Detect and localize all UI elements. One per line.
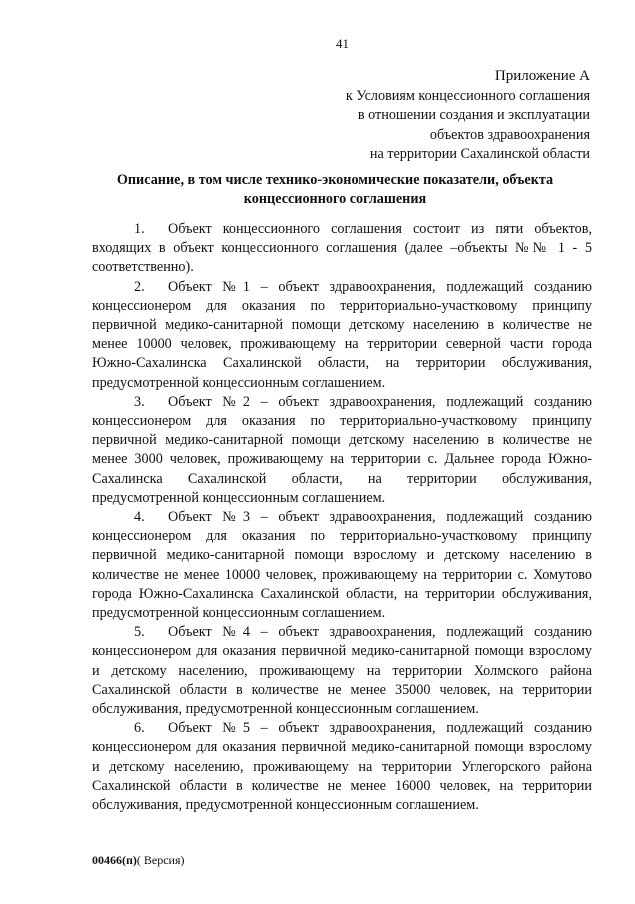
appendix-line: в отношении создания и эксплуатации — [357, 107, 590, 123]
appendix-line: к Условиям концессионного соглашения — [345, 87, 590, 104]
paragraph-number: 5. — [134, 624, 145, 641]
numbered-paragraph — [92, 623, 592, 719]
paragraph-text: Объект №5 – объект здравоохранения, подлежащий созданию концессионером для оказания первичной медико-санитарной помощи взрослому и детскому населению, проживающему на территории Углегорского района Сахалинской области в количестве не менее 16000 человек, на территории обслуживания, предусмотренной концессионным соглашением. — [92, 720, 592, 814]
numbered-paragraph — [92, 393, 592, 508]
paragraph-number: 6. — [134, 720, 145, 737]
numbered-paragraph — [92, 278, 592, 393]
paragraph-text: Объект №1 – объект здравоохранения, подлежащий созданию концессионером для оказания по территориально-участковому принципу первичной медико-санитарной помощи детскому населению в количестве не менее 10000 человек, проживающему на территории северной части города Южно-Сахалинска Сахалинской области, на территории обслуживания, предусмотренной концессионным соглашением. — [92, 278, 592, 391]
paragraph-text: Объект №3 – объект здравоохранения, подлежащий созданию концессионером для оказания по территориально-участковому принципу первичной медико-санитарной помощи взрослому и детскому населению в количестве не менее 10000 человек, проживающему на территории с. Хомутово города Южно-Сахалинска Сахалинской области, на территории обслуживания, предусмотренной концессионным соглашением. — [92, 509, 592, 622]
appendix-title: Приложение А — [494, 68, 590, 84]
paragraph-number: 4. — [134, 509, 145, 526]
heading-line: Описание, в том числе технико-экономические показатели, объекта — [116, 172, 554, 188]
appendix-line: объектов здравоохранения — [429, 126, 590, 143]
paragraph-text: Объект №2 – объект здравоохранения, подлежащий созданию концессионером для оказания по территориально-участковому принципу первичной медико-санитарной помощи детскому населению в количестве не менее 3000 человек, проживающему на территории с. Дальнее города Южно-Сахалинска Сахалинской области, на территории обслуживания, предусмотренной концессионным соглашением. — [92, 393, 592, 506]
appendix-line: на территории Сахалинской области — [369, 146, 590, 162]
version-label: ( Версия) — [136, 853, 185, 867]
page-number: 41 — [336, 36, 349, 51]
appendix-header — [346, 67, 590, 165]
numbered-paragraph — [92, 220, 592, 278]
paragraph-number: 1. — [134, 221, 145, 237]
paragraph-number: 2. — [134, 278, 145, 295]
document-footer — [92, 853, 185, 868]
heading-line: концессионного соглашения — [243, 191, 427, 207]
document-heading — [85, 171, 585, 209]
paragraph-text: Объект №4 – объект здравоохранения, подлежащий созданию концессионером для оказания первичной медико-санитарной помощи взрослому и детскому населению, проживающему на территории Холмского района Сахалинской области в количестве не менее 35000 человек, на территории обслуживания, предусмотренной концессионным соглашением. — [92, 624, 592, 718]
paragraph-number: 3. — [134, 393, 145, 410]
numbered-paragraph — [92, 719, 592, 815]
document-body — [92, 220, 592, 815]
paragraph-text: Объект концессионного соглашения состоит из пяти объектов, входящих в объект концессионного соглашения (далее –объекты №№ 1 - 5 соответственно). — [92, 221, 592, 276]
numbered-paragraph — [92, 508, 592, 623]
document-code: 00466(п) — [92, 853, 137, 867]
